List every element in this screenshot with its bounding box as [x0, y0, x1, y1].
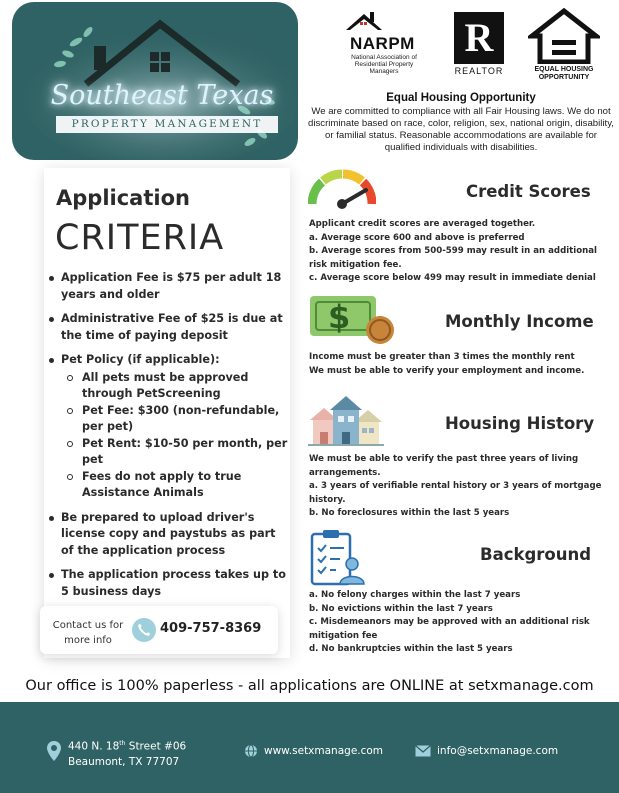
contact-phone-number[interactable]: 409-757-8369: [160, 621, 262, 636]
address-city: Beaumont, TX 77707: [68, 755, 180, 768]
company-logo: [12, 2, 298, 160]
footer-email-link[interactable]: info@setxmanage.com: [437, 745, 559, 757]
criteria-item-application-fee: Application Fee is $75 per adult 18 years and older: [46, 270, 290, 303]
credit-line: b. Average scores from 500-599 may result in an additional risk mitigation fee.: [309, 246, 598, 270]
income-line: Income must be greater than 3 times the monthly rent: [309, 352, 575, 362]
background-line: d. No bankruptcies within the last 5 years: [309, 644, 513, 654]
equal-housing-house-icon: [528, 8, 600, 64]
realtor-letter: R: [464, 15, 494, 60]
background-details: [309, 589, 609, 657]
background-heading: Background: [480, 545, 592, 564]
globe-icon: [244, 744, 258, 758]
contact-label: Contact us for more info: [52, 620, 124, 646]
criteria-item-pet-policy: [46, 352, 290, 502]
money-icon: [308, 292, 398, 348]
pet-subitem-approval: All pets must be approved through PetScreening: [61, 370, 290, 403]
criteria-heading: CRITERIA: [55, 218, 225, 258]
background-line: a. No felony charges within the last 7 years: [309, 590, 521, 600]
equal-housing-label: EQUAL HOUSING OPPORTUNITY: [534, 66, 594, 81]
credit-scores-heading: Credit Scores: [466, 182, 591, 201]
narpm-acronym: NARPM: [350, 34, 415, 53]
pet-subitem-fee: Pet Fee: $300 (non-refundable, per pet): [61, 403, 290, 436]
location-pin-icon: [46, 740, 62, 762]
monthly-income-details: [309, 351, 609, 378]
realtor-wordmark: REALTOR: [454, 66, 504, 76]
credit-line: a. Average score 600 and above is preferred: [309, 232, 525, 243]
credit-gauge-icon: [308, 168, 376, 210]
email-icon: [415, 745, 431, 757]
housing-history-details: [309, 453, 609, 521]
monthly-income-heading: Monthly Income: [445, 312, 594, 331]
credit-line: c. Average score below 499 may result in immediate denial: [309, 273, 596, 283]
criteria-item-documents: Be prepared to upload driver's license copy and paystubs as part of the application process: [46, 510, 290, 560]
application-heading: Application: [56, 186, 190, 210]
pet-policy-label: Pet Policy (if applicable):: [61, 353, 220, 366]
background-check-clipboard-icon: [310, 528, 366, 586]
criteria-item-admin-fee: Administrative Fee of $25 is due at the time of paying deposit: [46, 311, 290, 344]
svg-text:$: $: [328, 298, 351, 336]
paperless-notice: Our office is 100% paperless - all applications are ONLINE at setxmanage.com: [25, 678, 594, 694]
address-street: 440 N. 18th Street #06: [68, 740, 187, 753]
housing-line: a. 3 years of verifiable rental history or 3 years of mortgage history.: [309, 481, 602, 505]
pet-subitem-assistance: Fees do not apply to true Assistance Animals: [61, 469, 290, 502]
houses-icon: [308, 394, 384, 448]
credit-scores-details: [309, 218, 609, 286]
equal-housing-statement: We are committed to compliance with all Fair Housing laws. We do not discriminate based on race, color, religion, sex, national origin, disability, or familial status. Reasonable accommodations are available for qualified individuals with disabilities.: [308, 106, 614, 153]
housing-line: b. No foreclosures within the last 5 years: [309, 508, 510, 518]
footer-website-link[interactable]: www.setxmanage.com: [264, 745, 384, 757]
footer-address: [68, 736, 186, 770]
credit-line: Applicant credit scores are averaged together.: [309, 219, 536, 229]
background-line: c. Misdemeanors may be approved with an additional risk mitigation fee: [309, 617, 590, 641]
housing-history-heading: Housing History: [445, 414, 595, 433]
background-line: b. No evictions within the last 7 years: [309, 603, 493, 614]
realtor-logo: [448, 8, 510, 80]
narpm-full-name: National Association of Residential Property Managers: [351, 54, 417, 75]
criteria-item-processing-time: The application process takes up to 5 business days: [46, 567, 290, 600]
housing-line: We must be able to verify the past three years of living arrangements.: [309, 454, 579, 478]
narpm-logo: [334, 8, 430, 80]
income-line: We must be able to verify your employment and income.: [309, 365, 585, 376]
logo-tagline: PROPERTY MANAGEMENT: [56, 116, 278, 133]
phone-icon: [132, 618, 156, 642]
equal-housing-title: Equal Housing Opportunity: [386, 92, 536, 104]
criteria-list: [46, 270, 290, 608]
pet-subitem-rent: Pet Rent: $10-50 per month, per pet: [61, 436, 290, 469]
logo-script-text: Southeast Texas: [50, 80, 274, 111]
pet-policy-sublist: [61, 370, 290, 502]
contact-box: [40, 606, 278, 654]
equal-housing-logo: [528, 8, 600, 80]
